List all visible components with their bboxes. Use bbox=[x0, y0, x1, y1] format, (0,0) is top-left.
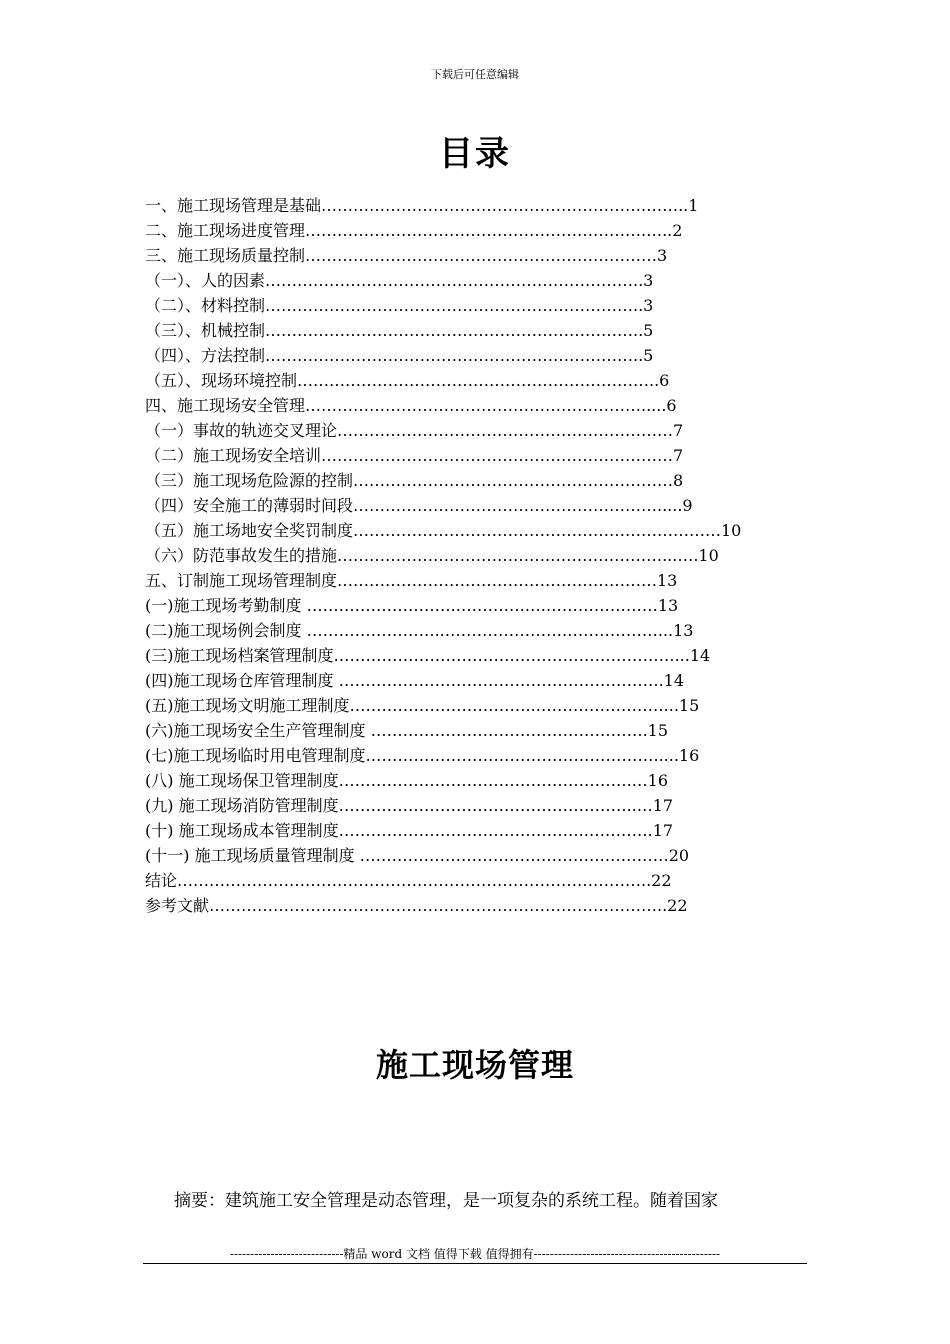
toc-entry: (八) 施工现场保卫管理制度……………………………………………….…16 bbox=[145, 771, 669, 790]
toc-entry: （二）、材料控制……………………………………………………………..3 bbox=[145, 296, 654, 315]
toc-entry: （三）施工现场危险源的控制……………………………………………………8 bbox=[145, 471, 684, 490]
toc-entry: （四）、方法控制……………………………………………………………..5 bbox=[145, 346, 654, 365]
toc-entry: 五、订制施工现场管理制度……………………………………………………13 bbox=[145, 571, 678, 590]
toc-entry: （五）施工场地安全奖罚制度……………………………………………………………10 bbox=[145, 521, 742, 540]
toc-entry: （一）、人的因素……………………………………………………………..3 bbox=[145, 271, 654, 290]
header-note: 下载后可任意编辑 bbox=[431, 68, 519, 81]
toc-title: 目录 bbox=[439, 134, 511, 174]
toc-entry: 三、施工现场质量控制…………………………………………………………3 bbox=[145, 246, 668, 265]
footer-note: ----------------------------精品 word 文档 值得下载 值得拥有---------------------------------------------- bbox=[229, 1247, 721, 1261]
toc-entry: （三）、机械控制……………………………………………………………..5 bbox=[145, 321, 654, 340]
toc-entry: (三)施工现场档案管理制度…………………………….…………………………...14 bbox=[145, 646, 711, 665]
toc-entry: 二、施工现场进度管理……………………………………………………….…..2 bbox=[145, 221, 683, 240]
toc-entry: （四）安全施工的薄弱时间段………………………………………………….....9 bbox=[145, 496, 693, 515]
toc-entry: (十) 施工现场成本管理制度……………………………………….………….17 bbox=[145, 821, 674, 840]
toc-entry: (四)施工现场仓库管理制度 …………………………………………………….14 bbox=[145, 671, 685, 690]
toc-entry: 参考文献…………………………………………………………………………..22 bbox=[145, 896, 688, 915]
footer-rule bbox=[143, 1263, 807, 1264]
toc-entry: (五)施工现场文明施工理制度……………………………..……………………...15 bbox=[145, 696, 700, 715]
toc-entry: （五）、现场环境控制…………………………………………………………..6 bbox=[145, 371, 670, 390]
toc-entry: (二)施工现场例会制度 ……………………..………………….………………...13 bbox=[145, 621, 694, 640]
table-of-contents bbox=[145, 193, 807, 918]
toc-entry: 四、施工现场安全管理……………………………………………………….....6 bbox=[145, 396, 677, 415]
document-title: 施工现场管理 bbox=[375, 1046, 574, 1084]
toc-entry: （一）事故的轨迹交叉理论………………………………………………………7 bbox=[145, 421, 684, 440]
toc-entry: (一)施工现场考勤制度 ……………………….………….….…………………13 bbox=[145, 596, 679, 615]
toc-entry: （二）施工现场安全培训…………………………………………………………7 bbox=[145, 446, 684, 465]
abstract-paragraph: 摘要：建筑施工安全管理是动态管理，是一项复杂的系统工程。随着国家 bbox=[174, 1191, 718, 1211]
toc-entry: (七)施工现场临时用电管理制度……………………………………………….....16 bbox=[145, 746, 700, 765]
toc-entry: (十一) 施工现场质量管理制度 ……………………………………….…………20 bbox=[145, 846, 690, 865]
toc-entry: 一、施工现场管理是基础…………………………………………………….……..1 bbox=[145, 196, 699, 215]
toc-entry: （六）防范事故发生的措施………………………………….…………………...….10 bbox=[145, 546, 719, 565]
toc-entry: (六)施工现场安全生产管理制度 …………………………………………….15 bbox=[145, 721, 669, 740]
toc-entry: (九) 施工现场消防管理制度………………………………………………..…17 bbox=[145, 796, 674, 815]
toc-entry: 结论……………………………………………………………………………..22 bbox=[145, 871, 672, 890]
